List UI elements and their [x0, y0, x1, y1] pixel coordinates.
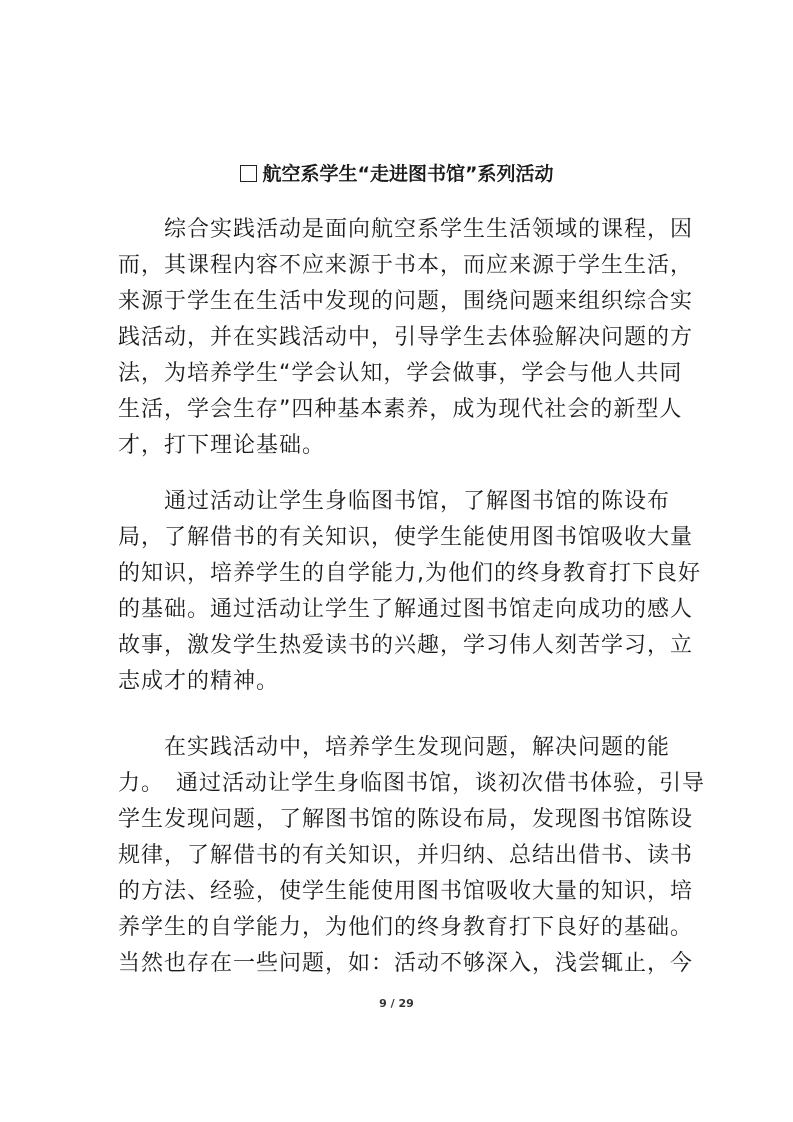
paragraph-line: 通过活动让学生身临图书馆，了解图书馆的陈设布 [118, 489, 671, 514]
paragraph-3 [118, 730, 706, 982]
paragraph-line: 规律，了解借书的有关知识，并归纳、总结出借书、读书 [118, 843, 694, 868]
paragraph-line: 当然也存在一些问题，如：活动不够深入，浅尝辄止，今 [118, 951, 694, 976]
paragraph-line: 的基础。通过活动让学生了解通过图书馆走向成功的感人 [118, 597, 694, 622]
checkbox-icon [240, 165, 257, 182]
paragraph-line: 才，打下理论基础。 [118, 433, 326, 458]
paragraph-line: 生活，学会生存”四种基本素养，成为现代社会的新型人 [118, 397, 683, 422]
paragraph-2 [118, 484, 701, 700]
section-title [0, 158, 793, 190]
paragraph-line: 在实践活动中，培养学生发现问题，解决问题的能 [118, 735, 671, 760]
paragraph-1 [118, 212, 694, 464]
paragraph-line: 来源于学生在生活中发现的问题，围绕问题来组织综合实 [118, 289, 694, 314]
section-title-text: 航空系学生“走进图书馆”系列活动 [262, 163, 554, 185]
paragraph-line: 的方法、经验，使学生能使用图书馆吸收大量的知识，培 [118, 879, 694, 904]
paragraph-line: 力。 通过活动让学生身临图书馆，谈初次借书体验，引导 [118, 771, 706, 796]
paragraph-line: 践活动，并在实践活动中，引导学生去体验解决问题的方 [118, 325, 694, 350]
paragraph-line: 的知识，培养学生的自学能力,为他们的终身教育打下良好 [118, 561, 701, 586]
page-number: 9 / 29 [379, 997, 414, 1010]
paragraph-line: 局，了解借书的有关知识，使学生能使用图书馆吸收大量 [118, 525, 694, 550]
paragraph-line: 法，为培养学生“学会认知，学会做事，学会与他人共同 [118, 361, 683, 386]
paragraph-line: 学生发现问题，了解图书馆的陈设布局，发现图书馆陈设 [118, 807, 694, 832]
paragraph-line: 故事，激发学生热爱读书的兴趣，学习伟人刻苦学习，立 [118, 633, 694, 658]
paragraph-line: 志成才的精神。 [118, 669, 280, 694]
paragraph-line: 养学生的自学能力，为他们的终身教育打下良好的基础。 [118, 915, 694, 940]
paragraph-line: 综合实践活动是面向航空系学生生活领域的课程，因 [118, 217, 694, 242]
paragraph-line: 而，其课程内容不应来源于书本，而应来源于学生生活， [118, 253, 694, 278]
